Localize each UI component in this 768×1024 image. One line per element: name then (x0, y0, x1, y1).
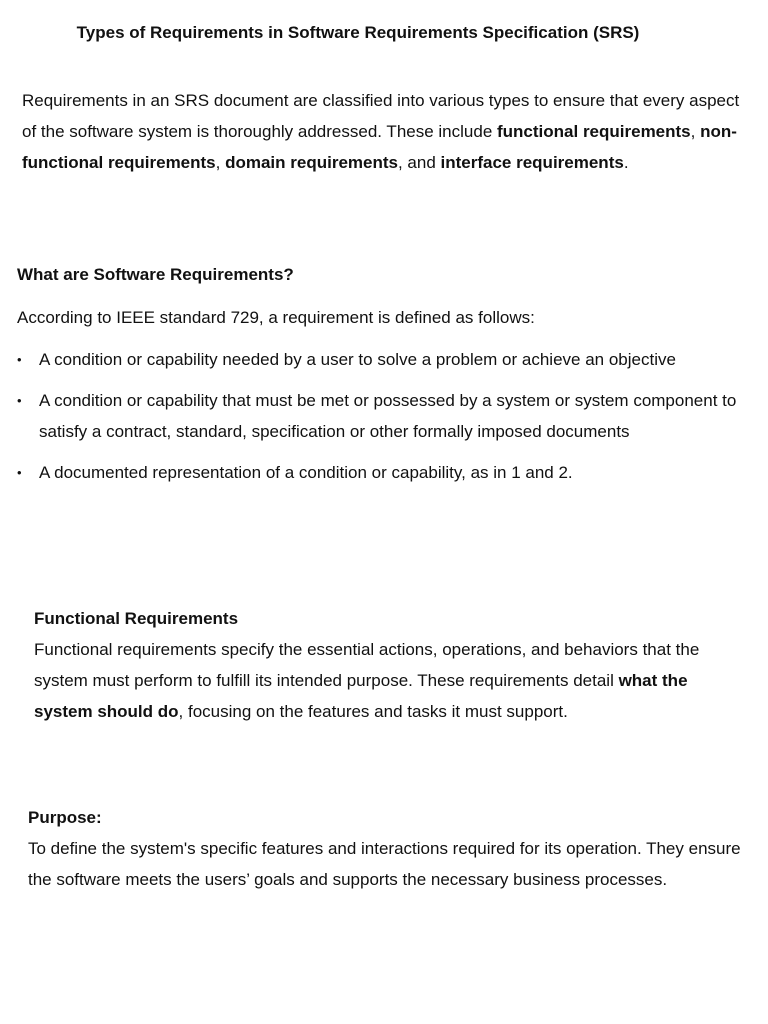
intro-separator: , and (397, 153, 441, 172)
intro-bold-interface: interface requirements (440, 153, 624, 172)
section-heading-software-requirements: What are Software Requirements? (17, 265, 294, 284)
list-item (17, 385, 737, 447)
functional-text: Functional requirements specify the essential actions, operations, and behaviors that the system must perform to fulfill its intended purpose. These requirements detail (34, 640, 700, 690)
intro-end: . (623, 153, 629, 172)
list-item-text: A documented representation of a condition or capability, as in 1 and 2. (39, 463, 573, 482)
functional-requirements-heading: Functional Requirements (34, 609, 239, 628)
functional-text: , focusing on the features and tasks it must support. (178, 702, 568, 721)
bullet-icon: • (17, 465, 22, 480)
functional-requirements-section (34, 603, 734, 727)
intro-text: Requirements in an SRS document are classified into various types to ensure that every aspect of the software system is thoroughly addressed. These include (22, 91, 740, 141)
list-item-text: A condition or capability that must be met or possessed by a system or system component to satisfy a contract, standard, specification or other formally imposed documents (39, 391, 737, 441)
list-item (17, 344, 737, 375)
purpose-heading: Purpose: (28, 808, 102, 827)
list-item (17, 457, 737, 488)
intro-paragraph (22, 85, 742, 178)
list-item-text: A condition or capability needed by a user to solve a problem or achieve an objective (39, 350, 676, 369)
intro-bold-domain: domain requirements (225, 153, 398, 172)
functional-requirements-body (34, 634, 734, 727)
intro-separator: , (215, 153, 226, 172)
bullet-icon: • (17, 352, 22, 367)
purpose-body: To define the system's specific features and interactions required for its operation. They ensure the software meets the users’ goals and supports the necessary business processes. (28, 839, 741, 889)
intro-separator: , (690, 122, 701, 141)
intro-bold-functional: functional requirements (497, 122, 691, 141)
bullet-icon: • (17, 393, 22, 408)
functional-bold-text: what the system should do (34, 671, 688, 721)
document-title: Types of Requirements in Software Requirements Specification (SRS) (76, 23, 640, 42)
purpose-section (28, 802, 748, 895)
intro-bold-non-functional: non-functional requirements (22, 122, 737, 172)
definition-list (17, 344, 737, 498)
ieee-definition-intro: According to IEEE standard 729, a requirement is defined as follows: (17, 308, 535, 327)
